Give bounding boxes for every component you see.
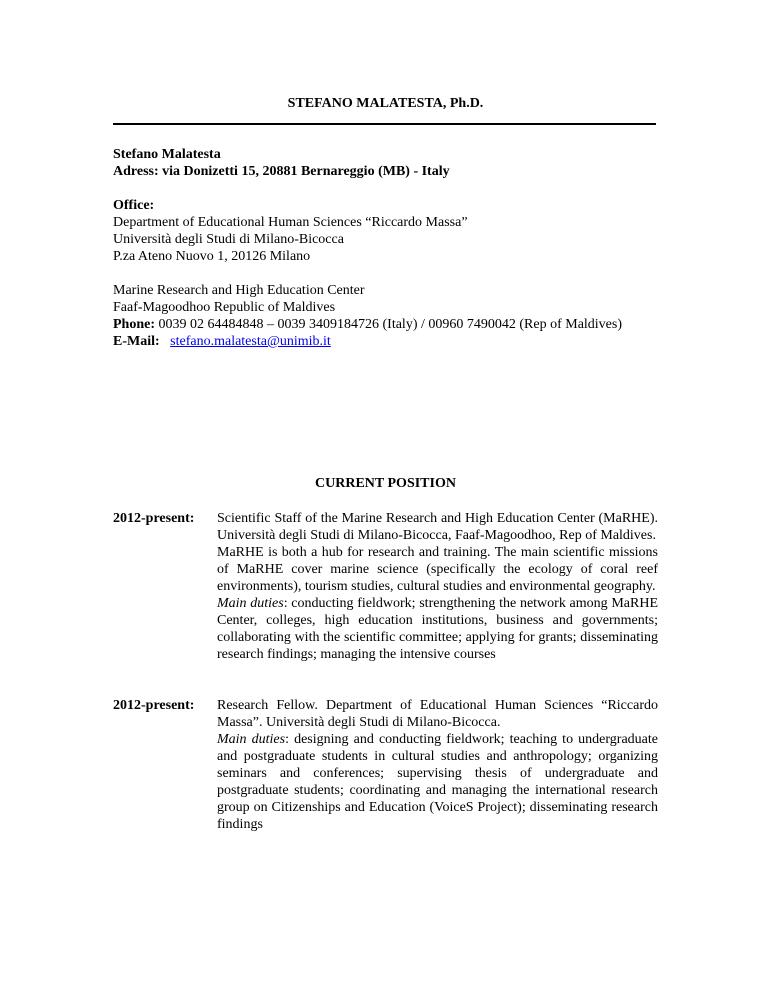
duties-text: : conducting fieldwork; strengthening the network among MaRHE Center, colleges, high education institutions, business and governments; collaborating with the scientific committee; applying for grants; disseminating research findings; managing the intensive courses	[217, 596, 658, 662]
phone-label: Phone:	[113, 317, 155, 332]
research-center-block	[113, 282, 658, 316]
duties-label: Main duties	[217, 596, 284, 611]
office-label: Office:	[113, 198, 155, 213]
home-address: Adress: via Donizetti 15, 20881 Bernareggio (MB) - Italy	[113, 164, 450, 179]
personal-details	[113, 146, 658, 180]
duties-text: : designing and conducting fieldwork; teaching to undergraduate and postgraduate students in cultural studies and anthropology; organizing seminars and conferences; supervising thesis of undergraduate and postgraduate students; coordinating and managing the international research group on Citizenships and Education (VoiceS Project); disseminating research findings	[217, 732, 658, 832]
duties-label: Main duties	[217, 732, 286, 747]
office-street: P.za Ateno Nuovo 1, 20126 Milano	[113, 249, 311, 264]
entry-role: Scientific Staff of the Marine Research and High Education Center (MaRHE). Università degli Studi di Milano-Bicocca, Faaf-Magoodhoo, Rep of Maldives.	[217, 511, 658, 543]
phone-value: 0039 02 64484848 – 0039 3409184726 (Italy) / 00960 7490042 (Rep of Maldives)	[155, 317, 623, 332]
header-divider	[113, 123, 656, 125]
email-line	[113, 333, 658, 350]
office-university: Università degli Studi di Milano-Bicocca	[113, 232, 344, 247]
office-block	[113, 197, 658, 265]
entry-description	[217, 510, 658, 663]
entry-duties	[217, 595, 658, 663]
section-title-current-position: CURRENT POSITION	[315, 476, 456, 491]
entry-duties	[217, 731, 658, 833]
entry-date: 2012-present:	[113, 698, 195, 713]
center-name: Marine Research and High Education Center	[113, 283, 365, 298]
phone-line	[113, 316, 658, 333]
center-location: Faaf-Magoodhoo Republic of Maldives	[113, 300, 336, 315]
entry-description	[217, 697, 658, 833]
entry-date: 2012-present:	[113, 511, 195, 526]
entry-about: MaRHE is both a hub for research and training. The main scientific missions of MaRHE cover marine science (specifically the ecology of coral reef environments), tourism studies, cultural studies and environmental geography.	[217, 545, 658, 594]
person-name: Stefano Malatesta	[113, 147, 221, 162]
email-link[interactable]: stefano.malatesta@unimib.it	[170, 334, 331, 349]
contact-block	[113, 316, 658, 350]
entry-role: Research Fellow. Department of Educational Human Sciences “Riccardo Massa”. Università degli Studi di Milano-Bicocca.	[217, 698, 658, 730]
document-title: STEFANO MALATESTA, Ph.D.	[287, 96, 484, 111]
office-department: Department of Educational Human Sciences “Riccardo Massa”	[113, 215, 468, 230]
email-label: E-Mail:	[113, 334, 160, 349]
